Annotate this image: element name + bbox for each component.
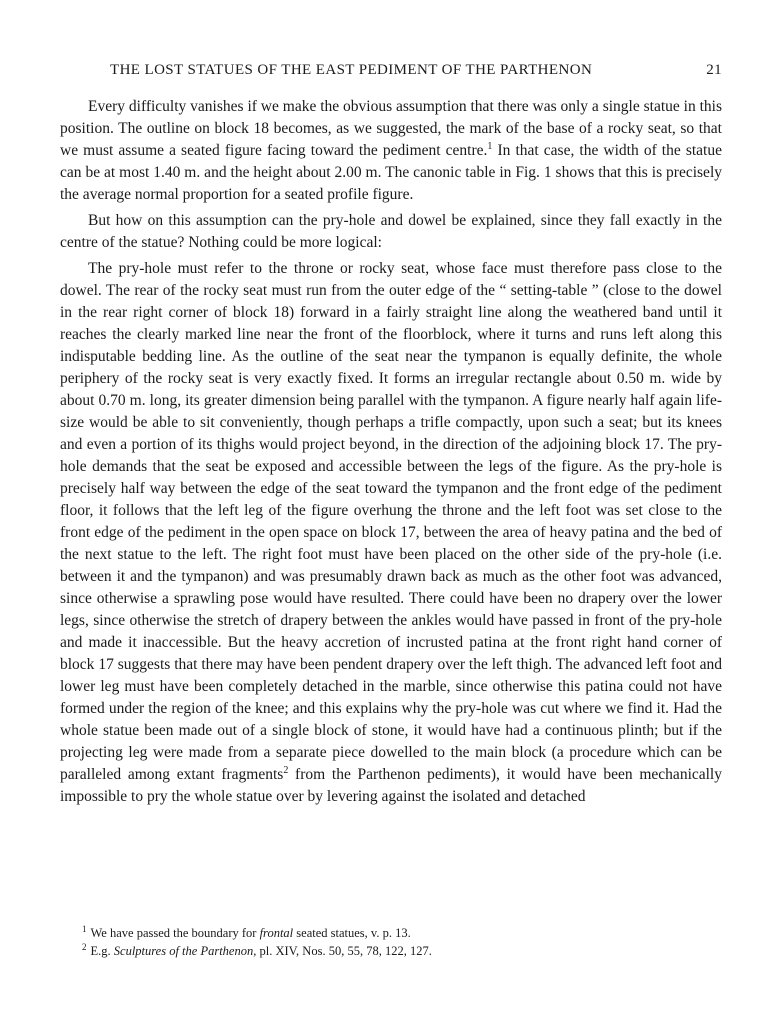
footnote-text: seated statues, v. p. 13. <box>293 926 411 940</box>
footnote <box>82 924 722 942</box>
paragraph <box>60 258 722 808</box>
footnote <box>82 942 722 960</box>
footnote-italic: Sculptures of the Parthenon <box>113 944 254 958</box>
footnote-number: 2 <box>82 941 87 952</box>
footnote-text: , pl. XIV, Nos. 50, 55, 78, 122, 127. <box>253 944 432 958</box>
paragraph-text: In that case, the width of the statue can be at most 1.40 m. and the height about 2.00 m. The canonic table in Fig. 1 shows that this is precisely the average normal proportion for a seated profile figure. <box>60 142 722 203</box>
paragraph-text: from the Parthenon pediments), it would have been mechanically impossible to pry the whole statue over by levering against the isolated and detached <box>60 766 722 805</box>
paragraph-text: The pry-hole must refer to the throne or rocky seat, whose face must therefore pass close to the dowel. The rear of the rocky seat must run from the outer edge of the “ setting-table ” (close to the dowel in the rear right corner of block 18) forward in a fairly straight line along the weathered band until it reaches the clearly marked line near the front of the floorblock, where it turns and runs left along this indisputable bedding line. As the outline of the seat near the tympanon is equally definite, the whole periphery of the rocky seat is very exactly fixed. It forms an irregular rectangle about 0.50 m. wide by about 0.70 m. long, its greater dimension being parallel with the tympanon. A figure nearly half again life-size would be able to sit conveniently, though perhaps a trifle compactly, upon such a seat; but its knees and even a portion of its thighs would project beyond, in the direction of the adjoining block 17. The pry-hole demands that the seat be exposed and accessible between the legs of the figure. As the pry-hole is precisely half way between the edge of the seat toward the tympanon and the front edge of the pediment floor, it follows that the left leg of the figure overhung the throne and the left foot was set close to the front edge of the pediment in the open space on block 17, between the area of heavy patina and the bed of the next statue to the left. The right foot must have been placed on the other side of the pry-hole (i.e. between it and the tympanon) and was presumably drawn back as much as the other foot was advanced, since otherwise a sprawling pose would have resulted. There could have been no drapery over the lower legs, since otherwise the stretch of drapery between the ankles would have passed in front of the pry-hole and made it inaccessible. But the heavy accretion of incrusted patina at the front right hand corner of block 17 suggests that there may have been pendent drapery over the left thigh. The advanced left foot and lower leg must have been completely detached in the marble, since otherwise this patina could not have formed under the region of the knee; and this explains why the pry-hole was cut where we find it. Had the whole statue been made out of a single block of stone, it would have had a continuous plinth; but if the projecting leg were made from a separate piece dowelled to the main block (a procedure which can be paralleled among extant fragments <box>60 260 722 783</box>
footnote-italic: frontal <box>259 926 294 940</box>
paragraph: But how on this assumption can the pry-hole and dowel be explained, since they fall exactly in the centre of the statue? Nothing could be more logical: <box>60 212 722 251</box>
footnote-marker: 2 <box>283 764 289 776</box>
footnote-marker: 1 <box>487 140 493 152</box>
paragraph-text: Every difficulty vanishes if we make the obvious assumption that there was only a single statue in this position. The outline on block 18 becomes, as we suggested, the mark of the base of a rocky seat, so that we must assume a seated figure facing toward the pediment centre. <box>60 98 722 159</box>
paragraph <box>60 96 722 206</box>
running-title: THE LOST STATUES OF THE EAST PEDIMENT OF THE PARTHENON <box>110 62 593 78</box>
footnotes <box>82 924 722 960</box>
footnote-number: 1 <box>82 923 87 934</box>
page-number: 21 <box>706 62 722 78</box>
footnote-text: We have passed the boundary for <box>90 926 260 940</box>
footnote-text: E.g. <box>90 944 114 958</box>
body-text <box>60 96 722 812</box>
